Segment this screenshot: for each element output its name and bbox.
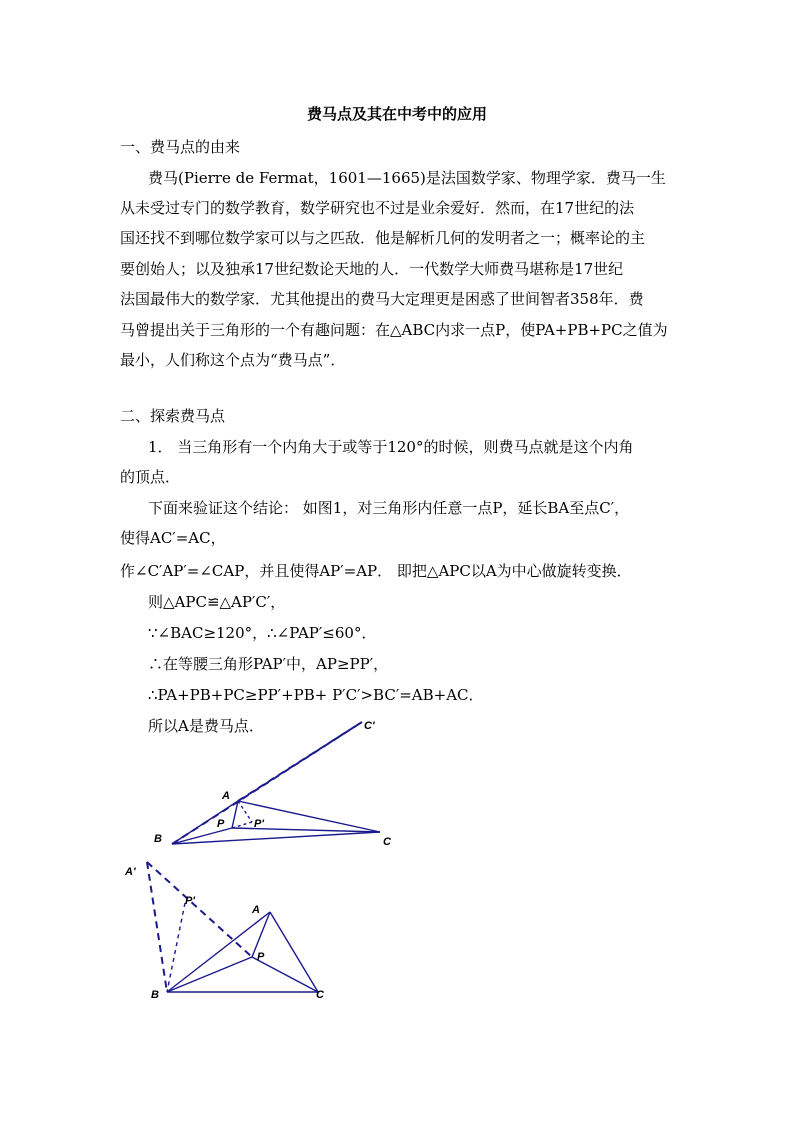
fig1-label-a: A — [222, 790, 230, 802]
proof-line: ∴PA+PB+PC≥PP′+PB+ P′C′>BC′=AB+AC． — [148, 686, 484, 704]
section1-para-line: 最小，人们称这个点为“费马点”． — [120, 351, 346, 369]
proof-line: ∵∠BAC≥120°，∴∠PAP′≤60°． — [148, 624, 377, 642]
fig2-label-c: C — [316, 989, 324, 1001]
section1-para-line: 要创始人；以及独承17世纪数论天地的人．一代数学大师费马堪称是17世纪 — [120, 260, 624, 278]
fig2-dash-a-prime-b — [147, 862, 167, 992]
section2-heading: 二、探索费马点 — [120, 407, 226, 425]
proof-line: ∴在等腰三角形PAP′中，AP≥PP′， — [148, 655, 389, 673]
item1-line: 的顶点． — [120, 468, 181, 486]
fig2-dash-a-prime-p — [147, 862, 252, 957]
rotate-line: 作∠C′AP′=∠CAP，并且使得AP′=AP． 即把△APC以A为中心做旋转变换． — [120, 562, 632, 580]
fig2-label-p: P — [257, 951, 265, 963]
fig1-label-c: C — [383, 836, 391, 848]
fig1-label-b: B — [154, 833, 162, 845]
fig1-label-p-prime: P' — [254, 818, 264, 830]
verify-line: 使得AC′=AC， — [120, 529, 226, 547]
fig2-label-a: A — [252, 904, 260, 916]
section1-para-line: 马曾提出关于三角形的一个有趣问题：在△ABC内求一点P，使PA+PB+PC之值为 — [120, 321, 668, 339]
fig2-segment-bp — [167, 957, 252, 992]
fig2-label-a-prime: A' — [125, 866, 136, 878]
item1-line: 1． 当三角形有一个内角大于或等于120°的时候，则费马点就是这个内角 — [148, 438, 634, 456]
proof-line: 所以A是费马点． — [148, 717, 264, 735]
fig1-label-c-prime: C' — [364, 720, 375, 732]
section1-para-line: 从未受过专门的数学教育，数学研究也不过是业余爱好．然而，在17世纪的法 — [120, 199, 635, 217]
section1-heading: 一、费马点的由来 — [120, 138, 241, 156]
verify-line: 下面来验证这个结论： 如图1，对三角形内任意一点P，延长BA至点C′， — [148, 499, 630, 517]
section1-para-line: 法国最伟大的数学家．尤其他提出的费马大定理更是困惑了世间智者358年．费 — [120, 290, 644, 308]
page-title: 费马点及其在中考中的应用 — [306, 105, 487, 123]
section1-para-line: 费马(Pierre de Fermat，1601—1665)是法国数学家、物理学家．费马一生 — [148, 169, 666, 187]
section1-para-line: 国还找不到哪位数学家可以与之匹敌．他是解析几何的发明者之一；概率论的主 — [120, 229, 646, 247]
fig2-label-b: B — [151, 989, 159, 1001]
proof-line: 则△APC≌△AP′C′， — [148, 593, 286, 611]
fig1-label-p: P — [217, 818, 225, 830]
fig2-dash-p-prime-b — [167, 903, 185, 992]
fig2-label-p-prime: P' — [185, 895, 195, 907]
